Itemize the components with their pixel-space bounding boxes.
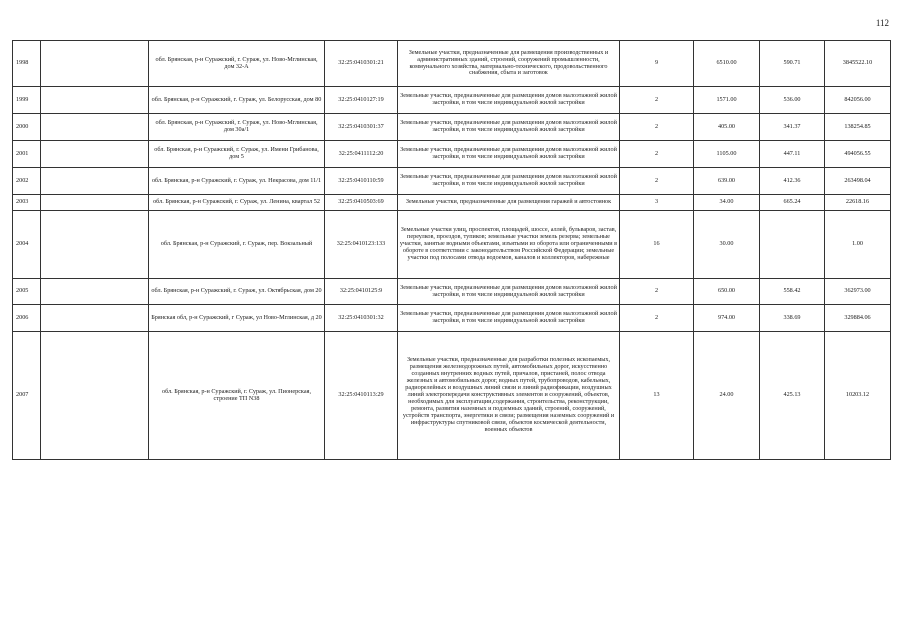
purpose-group-cell: 2 [620,168,694,195]
specific-value-cell: 590.71 [760,41,825,87]
specific-value-cell: 447.11 [760,141,825,168]
table-row [13,195,891,211]
specific-value-cell: 412.36 [760,168,825,195]
empty-cell [41,114,149,141]
area-cell: 24.00 [694,332,760,460]
land-purpose-cell: Земельные участки, предназначенные для размещения домов малоэтажной жилой застройки, в том числе индивидуальной жилой застройки [398,279,620,305]
row-number: 2000 [13,114,41,141]
purpose-group-cell: 3 [620,195,694,211]
land-purpose-cell: Земельные участки, предназначенные для размещения гаражей и автостоянок [398,195,620,211]
cadastral-number-cell: 32:25:0410113:29 [325,332,398,460]
table-row [13,168,891,195]
page-number: 112 [875,18,889,28]
cadastral-number-cell: 32:25:0411112:20 [325,141,398,168]
area-cell: 1571.00 [694,87,760,114]
cadastral-value-cell: 138254.85 [825,114,891,141]
cadastral-number-cell: 32:25:0410110:59 [325,168,398,195]
specific-value-cell: 425.13 [760,332,825,460]
empty-cell [41,305,149,332]
cadastral-value-cell: 329884.06 [825,305,891,332]
table-row [13,114,891,141]
specific-value-cell: 341.37 [760,114,825,141]
area-cell: 1105.00 [694,141,760,168]
purpose-group-cell: 9 [620,41,694,87]
specific-value-cell: 338.69 [760,305,825,332]
area-cell: 650.00 [694,279,760,305]
address-cell: обл. Брянская, р-н Суражский, г. Сураж, ул. Пионерская, строение ТП N38 [149,332,325,460]
specific-value-cell: 665.24 [760,195,825,211]
specific-value-cell [760,211,825,279]
row-number: 2002 [13,168,41,195]
cadastral-value-cell: 842056.00 [825,87,891,114]
purpose-group-cell: 2 [620,141,694,168]
address-cell: обл. Брянская, р-н Суражский, г. Сураж, ул. Ново-Мглинская, дом 32-А [149,41,325,87]
row-number: 2006 [13,305,41,332]
cadastral-value-cell: 10203.12 [825,332,891,460]
area-cell: 6510.00 [694,41,760,87]
specific-value-cell: 536.00 [760,87,825,114]
address-cell: обл. Брянская, р-н Суражский, г. Сураж, ул. Некрасова, дом 11/1 [149,168,325,195]
land-purpose-cell: Земельные участки, предназначенные для размещения производственных и административных зданий, строений, сооружений промышленности, коммунального хозяйства, материально-технического, продовольственного снабжения, сбыта и заготовок [398,41,620,87]
land-purpose-cell: Земельные участки, предназначенные для размещения домов малоэтажной жилой застройки, в том числе индивидуальной жилой застройки [398,141,620,168]
purpose-group-cell: 2 [620,305,694,332]
row-number: 2001 [13,141,41,168]
purpose-group-cell: 16 [620,211,694,279]
cadastral-value-cell: 1.00 [825,211,891,279]
row-number: 1998 [13,41,41,87]
land-plots-table [12,40,891,460]
area-cell: 34.00 [694,195,760,211]
row-number: 2005 [13,279,41,305]
address-cell: обл. Брянская, р-н Суражский, г. Сураж, пер. Вокзальный [149,211,325,279]
empty-cell [41,211,149,279]
area-cell: 30.00 [694,211,760,279]
cadastral-number-cell: 32:25:0410127:19 [325,87,398,114]
address-cell: обл. Брянская, р-н Суражский, г. Сураж, ул. Ленина, квартал 52 [149,195,325,211]
land-purpose-cell: Земельные участки, предназначенные для размещения домов малоэтажной жилой застройки, в том числе индивидуальной жилой застройки [398,87,620,114]
land-purpose-cell: Земельные участки, предназначенные для разработки полезных ископаемых, размещения железнодорожных путей, автомобильных дорог, искусственно созданных внутренних водных путей, причалов, пристаней, полос отвода железных и автомобильных дорог, водных путей, трубопроводов, кабельных, радиорелейных и воздушных линий связи и линий радиофикации, воздушных линий электропередачи конструктивных элементов и сооружений, объектов, необходимых для эксплуатации,содержания, строительства, реконструкции, ремонта, развития наземных и подземных зданий, строений, сооружений, устройств транспорта, энергетики и связи; размещения наземных сооружений и инфраструктуры спутниковой связи, объектов космической деятельности, военных объектов [398,332,620,460]
empty-cell [41,332,149,460]
cadastral-value-cell: 22618.16 [825,195,891,211]
table-row [13,211,891,279]
land-purpose-cell: Земельные участки улиц, проспектов, площадей, шоссе, аллей, бульваров, застав, переулков, проездов, тупиков; земельные участки земель резерва; земельные участки, занятые водными объектами, изъятыми из оборота или ограниченными в обороте в соответствии с законодательством Российской Федерации; земельные участки под полосами отвода водоемов, каналов и коллекторов, набережные [398,211,620,279]
cadastral-value-cell: 362973.00 [825,279,891,305]
cadastral-number-cell: 32:25:0410503:69 [325,195,398,211]
empty-cell [41,87,149,114]
cadastral-value-cell: 494056.55 [825,141,891,168]
land-purpose-cell: Земельные участки, предназначенные для размещения домов малоэтажной жилой застройки, в том числе индивидуальной жилой застройки [398,168,620,195]
row-number: 2004 [13,211,41,279]
address-cell: обл. Брянская, р-н Суражский, г. Сураж, ул. Белорусская, дом 80 [149,87,325,114]
cadastral-number-cell: 32:25:0410301:32 [325,305,398,332]
area-cell: 405.00 [694,114,760,141]
area-cell: 974.00 [694,305,760,332]
land-purpose-cell: Земельные участки, предназначенные для размещения домов малоэтажной жилой застройки, в том числе индивидуальной жилой застройки [398,305,620,332]
purpose-group-cell: 2 [620,87,694,114]
table-row [13,87,891,114]
land-purpose-cell: Земельные участки, предназначенные для размещения домов малоэтажной жилой застройки, в том числе индивидуальной жилой застройки [398,114,620,141]
empty-cell [41,141,149,168]
specific-value-cell: 558.42 [760,279,825,305]
cadastral-value-cell: 3845522.10 [825,41,891,87]
table-row [13,41,891,87]
table-body [13,41,891,460]
address-cell: Брянская обл, р-н Суражский, г Сураж, ул Ново-Мглинская, д 20 [149,305,325,332]
empty-cell [41,41,149,87]
cadastral-number-cell: 32:25:0410123:133 [325,211,398,279]
purpose-group-cell: 2 [620,279,694,305]
table-row [13,141,891,168]
row-number: 2007 [13,332,41,460]
empty-cell [41,279,149,305]
cadastral-number-cell: 32:25:0410125:9 [325,279,398,305]
table-row [13,332,891,460]
address-cell: обл. Брянская, р-н Суражский, г. Сураж, ул. Ново-Мглинская, дом 30а/1 [149,114,325,141]
table-row [13,305,891,332]
empty-cell [41,195,149,211]
table-row [13,279,891,305]
cadastral-number-cell: 32:25:0410301:21 [325,41,398,87]
area-cell: 639.00 [694,168,760,195]
cadastral-value-cell: 263498.04 [825,168,891,195]
cadastral-number-cell: 32:25:0410301:37 [325,114,398,141]
address-cell: обл. Брянская, р-н Суражский, г. Сураж, ул. Имени Грибанова, дом 5 [149,141,325,168]
purpose-group-cell: 13 [620,332,694,460]
address-cell: обл. Брянская, р-н Суражский, г. Сураж, ул. Октябрьская, дом 20 [149,279,325,305]
row-number: 1999 [13,87,41,114]
empty-cell [41,168,149,195]
row-number: 2003 [13,195,41,211]
purpose-group-cell: 2 [620,114,694,141]
